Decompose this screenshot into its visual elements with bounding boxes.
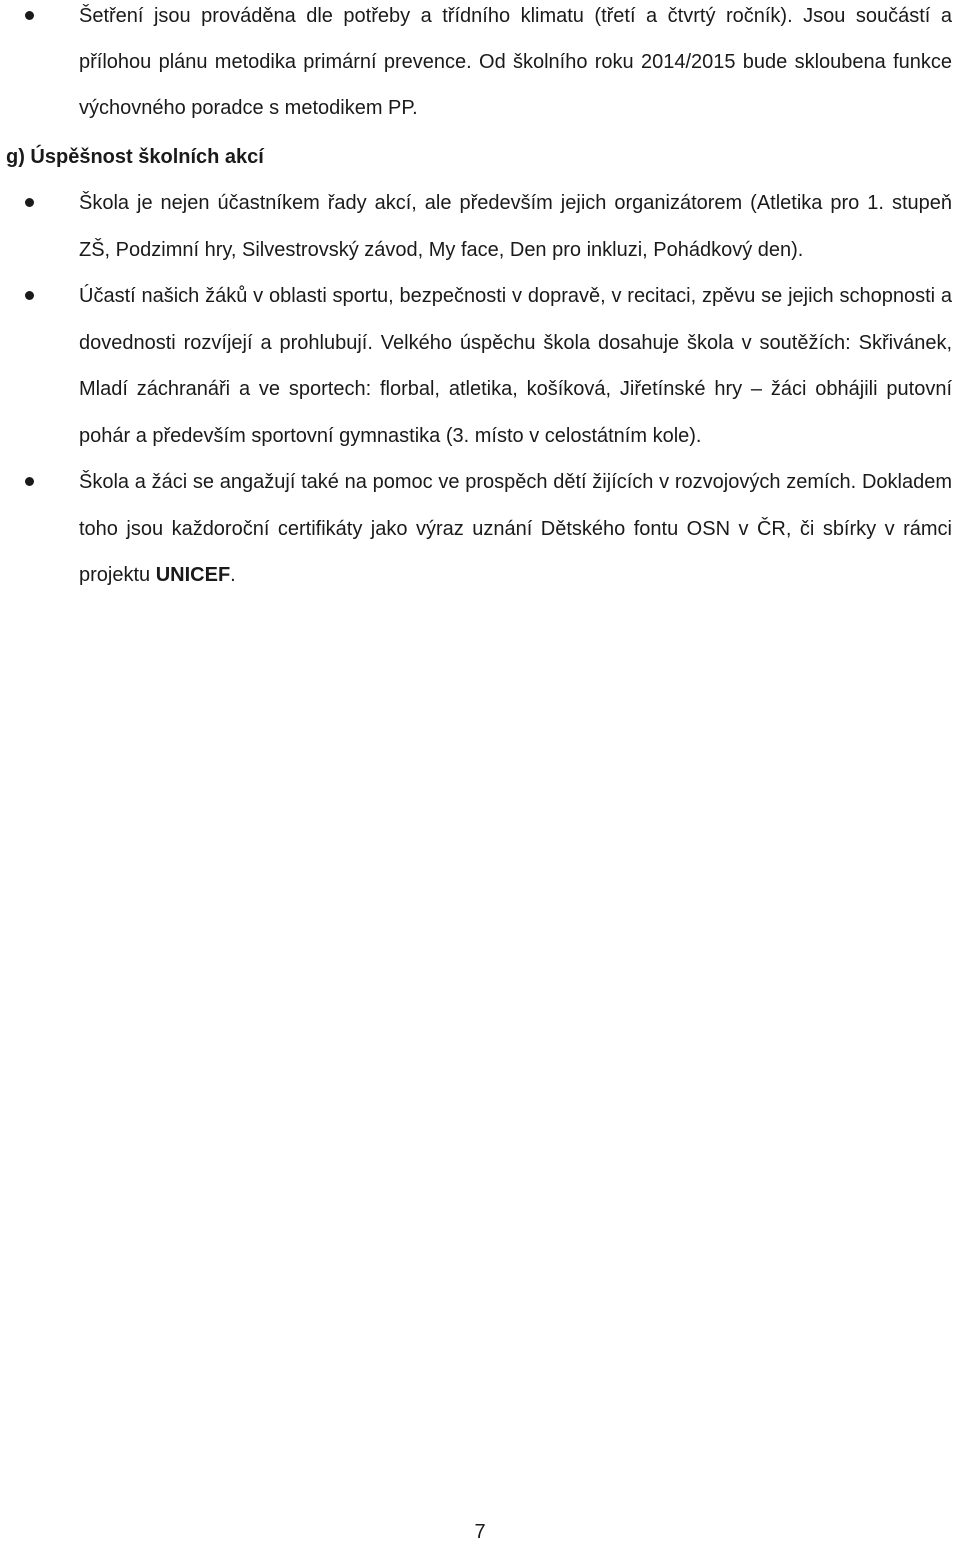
list-item-text-before: Škola a žáci se angažují také na pomoc ve prospěch dětí žijících v rozvojových zemích. Dokladem toho jsou každoroční certifikáty jako výraz uznání Dětského fontu OSN v ČR, či sbírky v rámci projektu <box>79 471 952 586</box>
list-item-text: Účastí našich žáků v oblasti sportu, bezpečnosti v dopravě, v recitaci, zpěvu se jejich schopnosti a dovednosti rozvíjejí a prohlubují. Velkého úspěchu škola dosahuje škola v soutěžích: Skřivánek, Mladí záchranáři a ve sportech: florbal, atletika, košíková, Jiřetínské hry – žáci obhájili putovní pohár a především sportovní gymnastika (3. místo v celostátním kole). <box>79 285 952 447</box>
list-item-text-after: . <box>230 564 236 586</box>
list-item <box>0 0 956 131</box>
list-item-text: Škola je nejen účastníkem řady akcí, ale především jejich organizátorem (Atletika pro 1. stupeň ZŠ, Podzimní hry, Silvestrovský závod, My face, Den pro inkluzi, Pohádkový den). <box>79 192 952 261</box>
list-item-text <box>79 471 952 586</box>
section-bullet-list <box>0 180 956 599</box>
unicef-emphasis: UNICEF <box>155 564 231 586</box>
list-item <box>0 180 956 273</box>
page-number: 7 <box>474 1521 486 1543</box>
bullet-icon <box>25 198 34 207</box>
intro-bullet-list <box>0 0 956 131</box>
bullet-icon <box>25 291 34 300</box>
list-item <box>0 459 956 599</box>
bullet-icon <box>25 477 34 486</box>
list-item-text: Šetření jsou prováděna dle potřeby a třídního klimatu (třetí a čtvrtý ročník). Jsou součástí a přílohou plánu metodika primární prevence. Od školního roku 2014/2015 bude skloubena funkce výchovného poradce s metodikem PP. <box>79 5 952 119</box>
section-heading: g) Úspěšnost školních akcí <box>6 146 264 168</box>
list-item <box>0 273 956 459</box>
bullet-icon <box>25 11 34 20</box>
